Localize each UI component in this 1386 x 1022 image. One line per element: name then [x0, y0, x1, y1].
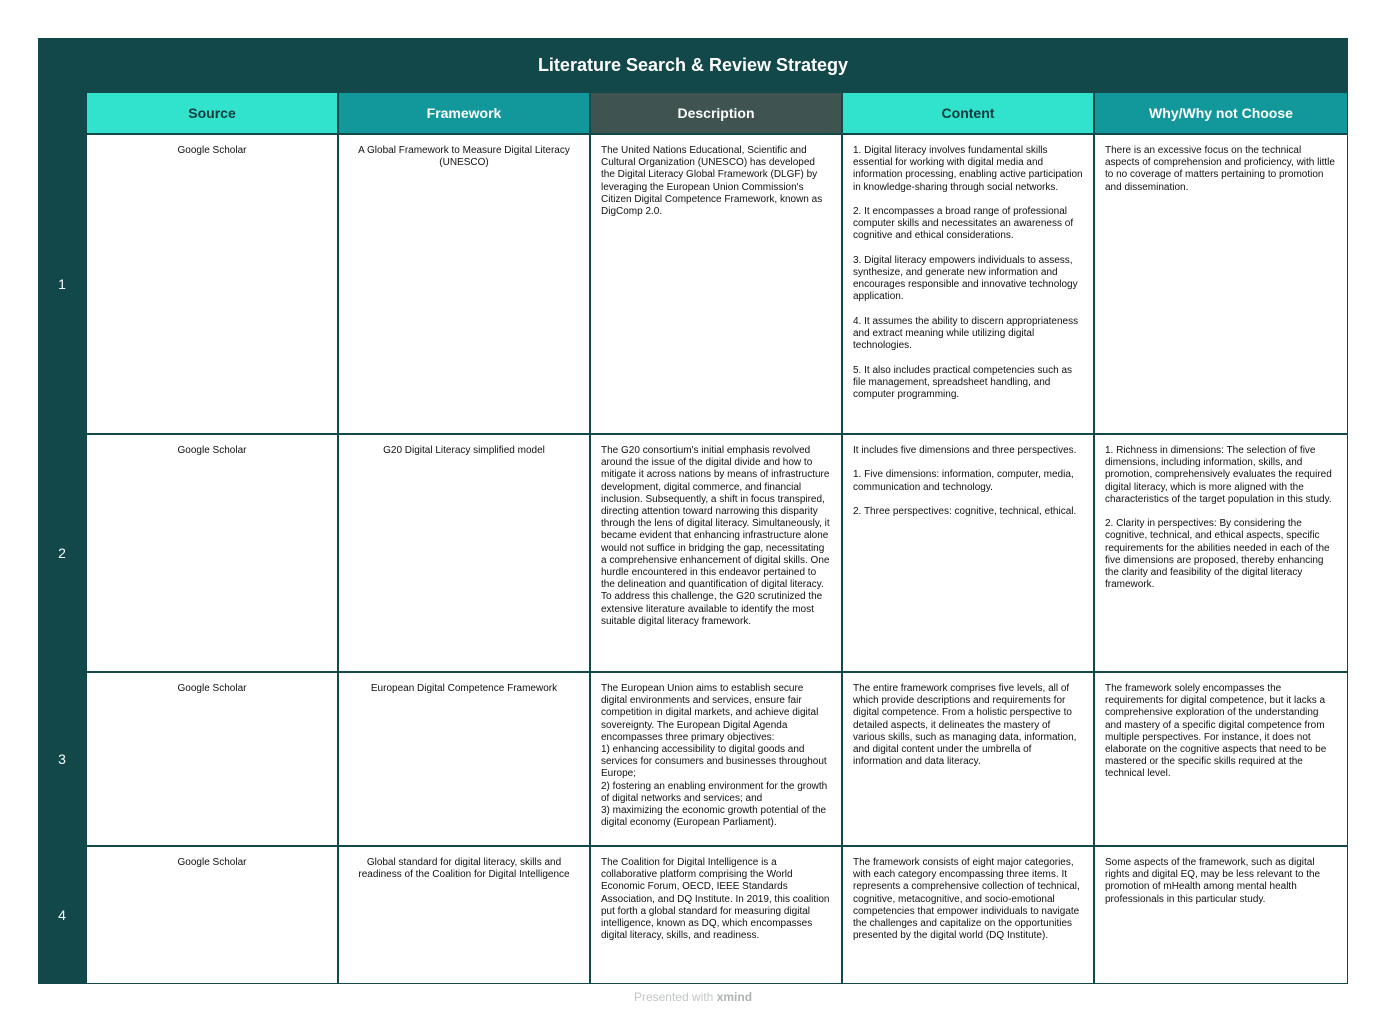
cell-content: [843, 135, 1093, 433]
content-paragraph: The framework consists of eight major categories, with each category encompassing three items. It represents a comprehensive collection of technical, cognitive, metacognitive, and socio-emotional competencies that empower individuals to navigate the challenges and capitalize on the opportunities presented by the digital world (DQ Institute).: [853, 857, 1080, 942]
cell-source: Google Scholar: [87, 135, 337, 433]
strategy-table: [38, 38, 1348, 984]
content-paragraph: 1. Digital literacy involves fundamental skills essential for working with digital media and information processing, enabling active participation in knowledge-sharing through social networks.: [853, 145, 1083, 193]
cell-source: Google Scholar: [87, 435, 337, 671]
header-content: Content: [843, 93, 1093, 133]
content-paragraph: 5. It also includes practical competencies such as file management, spreadsheet handling, and computer programming.: [853, 364, 1072, 400]
cell-content: [843, 435, 1093, 671]
cell-description: The United Nations Educational, Scientific and Cultural Organization (UNESCO) has developed the Digital Literacy Global Framework (DLGF) by leveraging the European Union Commission's Citizen Digital Competence Framework, known as DigComp 2.0.: [591, 135, 841, 433]
why-paragraph: There is an excessive focus on the technical aspects of comprehension and proficiency, with little to no coverage of matters pertaining to promotion and dissemination.: [1105, 145, 1335, 193]
cell-content: [843, 847, 1093, 983]
cell-framework: G20 Digital Literacy simplified model: [339, 435, 589, 671]
row-number: 2: [58, 545, 66, 561]
cell-why: [1095, 135, 1347, 433]
cell-framework: European Digital Competence Framework: [339, 673, 589, 845]
header-framework: Framework: [339, 93, 589, 133]
why-paragraph: Some aspects of the framework, such as digital rights and digital EQ, may be less relevant to the promotion of mHealth among mental health professionals in this particular study.: [1105, 857, 1321, 905]
header-why: Why/Why not Choose: [1095, 93, 1347, 133]
footer-credit: [0, 990, 1386, 1004]
cell-framework: Global standard for digital literacy, skills and readiness of the Coalition for Digital Intelligence: [339, 847, 589, 983]
row-number: 3: [58, 751, 66, 767]
cell-content: [843, 673, 1093, 845]
cell-framework: A Global Framework to Measure Digital Literacy (UNESCO): [339, 135, 589, 433]
row-number: 4: [58, 907, 66, 923]
header-source: Source: [87, 93, 337, 133]
cell-source: Google Scholar: [87, 673, 337, 845]
header-description: Description: [591, 93, 841, 133]
why-paragraph: The framework solely encompasses the requirements for digital competence, but it lacks a comprehensive exploration of the understanding and mastery of a specific digital competence from multiple perspectives. For instance, it does not elaborate on the cognitive aspects that need to be mastered or the specific skills required at the technical level.: [1105, 683, 1327, 780]
cell-source: Google Scholar: [87, 847, 337, 983]
content-paragraph: It includes five dimensions and three perspectives.: [853, 445, 1077, 456]
why-paragraph: 2. Clarity in perspectives: By considering the cognitive, technical, and ethical aspects, specific requirements for the abilities needed in each of the five dimensions are proposed, thereby enhancing the clarity and feasibility of the digital literacy framework.: [1105, 518, 1330, 591]
why-paragraph: 1. Richness in dimensions: The selection of five dimensions, including information, skills, and promotion, comprehensively evaluates the required digital literacy, which is more aligned with the characteristics of the target population in this study.: [1105, 445, 1332, 505]
footer-brand[interactable]: xmind: [716, 990, 753, 1004]
cell-why: [1095, 847, 1347, 983]
cell-description: The European Union aims to establish secure digital environments and services, ensure fair competition in digital markets, and achieve digital sovereignty. The European Digital Agenda encompasses three primary objectives: 1) enhancing accessibility to digital goods and services for consumers and businesses throughout Europe; 2) fostering an enabling environment for the growth of digital networks and services; and 3) maximizing the economic growth potential of the digital economy (European Parliament).: [591, 673, 841, 845]
content-paragraph: 1. Five dimensions: information, computer, media, communication and technology.: [853, 469, 1074, 493]
cell-why: [1095, 673, 1347, 845]
content-paragraph: 4. It assumes the ability to discern appropriateness and extract meaning while utilizing digital technologies.: [853, 315, 1079, 352]
row-number: 1: [58, 276, 66, 292]
content-paragraph: The entire framework comprises five levels, all of which provide descriptions and requirements for digital competence. From a holistic perspective to detailed aspects, it delineates the mastery of various skills, such as managing data, information, and digital content under the umbrella of information and data literacy.: [853, 683, 1077, 768]
cell-description: The Coalition for Digital Intelligence is a collaborative platform comprising the World Economic Forum, OECD, IEEE Standards Association, and DQ Institute. In 2019, this coalition put forth a global standard for measuring digital intelligence, known as DQ, which encompasses digital literacy, skills, and readiness.: [591, 847, 841, 983]
cell-why: [1095, 435, 1347, 671]
table-title: Literature Search & Review Strategy: [537, 54, 849, 75]
content-paragraph: 2. It encompasses a broad range of professional computer skills and necessitates an awareness of cognitive and ethical considerations.: [853, 206, 1074, 242]
footer-prefix: Presented with: [633, 990, 714, 1004]
content-paragraph: 2. Three perspectives: cognitive, technical, ethical.: [853, 505, 1077, 517]
cell-description: The G20 consortium's initial emphasis revolved around the issue of the digital divide and how to mitigate it across nations by means of infrastructure development, digital commerce, and financial inclusion. Subsequently, a shift in focus transpired, directing attention toward narrowing this disparity through the lens of digital literacy. Simultaneously, it became evident that enhancing infrastructure alone would not suffice in bridging the gap, necessitating a comprehensive enhancement of digital skills. One hurdle encountered in this endeavor pertained to the delineation and quantification of digital literacy. To address this challenge, the G20 scrutinized the extensive literature available to identify the most suitable digital literacy framework.: [591, 435, 841, 671]
content-paragraph: 3. Digital literacy empowers individuals to assess, synthesize, and generate new information and encourages responsible and innovative technology application.: [853, 254, 1078, 303]
